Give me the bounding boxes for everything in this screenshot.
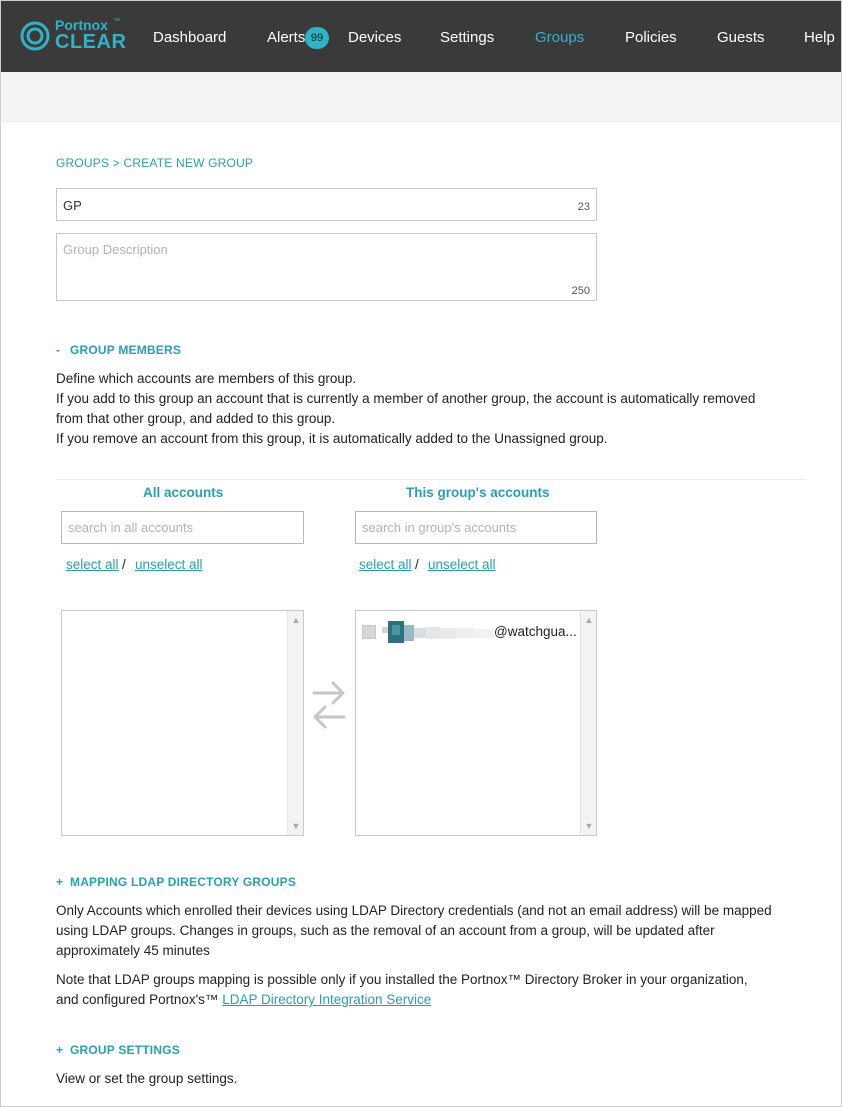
group-accounts-unselect-all[interactable]: unselect all (428, 557, 496, 572)
account-email: @watchgua... (494, 624, 577, 639)
ldap-desc-line-1: Only Accounts which enrolled their devices using LDAP Directory credentials (and not an email address) will be mapped (56, 903, 772, 918)
all-accounts-search-input[interactable] (62, 512, 303, 543)
group-members-title: GROUP MEMBERS (70, 343, 182, 357)
ldap-mapping-toggle[interactable] (56, 875, 296, 889)
group-accounts-list[interactable] (355, 610, 597, 836)
group-accounts-search-input[interactable] (356, 512, 596, 543)
brand-trademark: ™ (113, 18, 120, 25)
nav-alerts[interactable]: Alerts (267, 29, 306, 46)
alerts-count-badge: 99 (305, 27, 329, 49)
top-nav-bar (1, 1, 841, 72)
ldap-mapping-title: MAPPING LDAP DIRECTORY GROUPS (70, 875, 297, 889)
expand-sign: + (56, 875, 64, 889)
group-name-char-counter: 23 (577, 201, 590, 213)
nav-dashboard[interactable]: Dashboard (153, 29, 227, 46)
all-accounts-scrollbar[interactable] (287, 611, 303, 835)
group-members-desc-3: If you remove an account from this group, it is automatically added to the Unassigned group. (56, 431, 608, 446)
group-settings-title: GROUP SETTINGS (70, 1043, 180, 1057)
account-checkbox[interactable] (362, 625, 376, 639)
nav-devices[interactable]: Devices (348, 29, 402, 46)
all-accounts-search[interactable] (61, 511, 304, 544)
ldap-note-line-1: Note that LDAP groups mapping is possible only if you installed the Portnox™ Directory Broker in your organization, (56, 972, 748, 987)
group-accounts-scrollbar[interactable] (580, 611, 596, 835)
group-accounts-search[interactable] (355, 511, 597, 544)
group-description-char-counter: 250 (571, 285, 590, 297)
ldap-integration-service-link[interactable]: LDAP Directory Integration Service (222, 992, 432, 1007)
nav-groups[interactable]: Groups (535, 29, 585, 46)
group-accounts-title: This group's accounts (406, 485, 550, 500)
group-description-placeholder: Group Description (63, 242, 168, 257)
all-accounts-select-all[interactable]: select all (66, 557, 119, 572)
ldap-note-prefix: and configured Portnox's™ (56, 992, 219, 1007)
group-settings-desc: View or set the group settings. (56, 1071, 238, 1086)
ldap-note-line-2 (56, 990, 431, 1010)
scroll-down-icon[interactable]: ▼ (584, 821, 594, 831)
group-members-desc-2a: If you add to this group an account that is currently a member of another group, the account is automatically removed (56, 391, 756, 406)
ldap-desc-line-2: using LDAP groups. Changes in groups, such as the removal of an account from a group, will be updated after (56, 923, 715, 938)
scroll-up-icon[interactable]: ▲ (584, 615, 594, 625)
scroll-down-icon[interactable]: ▼ (291, 821, 301, 831)
brand-name: Portnox (55, 17, 108, 33)
group-members-desc-2b: from that other group, and added to this group. (56, 411, 336, 426)
brand-product: CLEAR (55, 31, 127, 53)
redacted-account-name (382, 621, 494, 643)
group-accounts-separator: / (415, 557, 419, 572)
all-accounts-separator: / (122, 557, 126, 572)
nav-help[interactable]: Help (804, 29, 835, 46)
group-name-input[interactable] (56, 188, 597, 221)
transfer-arrows-icon[interactable] (311, 679, 347, 731)
all-accounts-unselect-all[interactable]: unselect all (135, 557, 203, 572)
expand-sign: + (56, 1043, 64, 1057)
portnox-ring-icon (20, 19, 50, 53)
sub-header-bar (1, 72, 841, 122)
collapse-sign: - (56, 343, 61, 357)
group-settings-toggle[interactable] (56, 1043, 180, 1057)
all-accounts-list[interactable] (61, 610, 304, 836)
nav-guests[interactable]: Guests (717, 29, 765, 46)
all-accounts-title: All accounts (143, 485, 224, 500)
group-members-desc-1: Define which accounts are members of this group. (56, 371, 357, 386)
ldap-desc-line-3: approximately 45 minutes (56, 943, 210, 958)
section-divider (56, 479, 806, 480)
nav-policies[interactable]: Policies (625, 29, 677, 46)
group-accounts-select-all[interactable]: select all (359, 557, 412, 572)
list-item[interactable] (360, 621, 580, 643)
scroll-up-icon[interactable]: ▲ (291, 615, 301, 625)
group-name-value: GP (63, 198, 82, 213)
group-description-textarea[interactable] (56, 233, 597, 301)
nav-settings[interactable]: Settings (440, 29, 495, 46)
group-members-toggle[interactable] (56, 343, 181, 357)
breadcrumb[interactable]: GROUPS > CREATE NEW GROUP (56, 156, 254, 170)
portnox-clear-logo[interactable] (20, 17, 127, 57)
